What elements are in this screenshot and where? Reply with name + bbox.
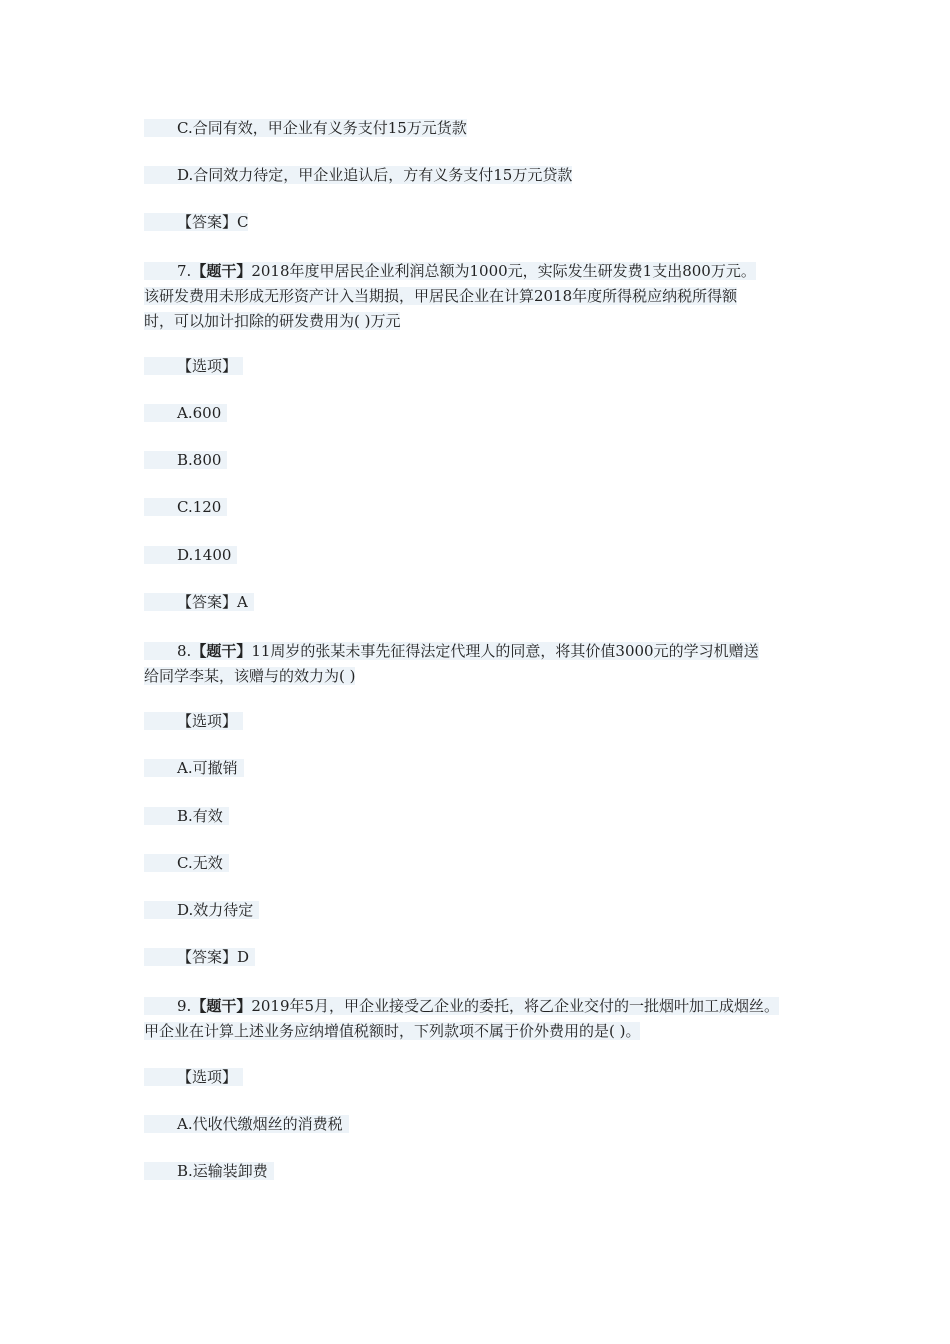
question-text-line-1: 2018年度甲居民企业利润总额为1000元，实际发生研发费1支出800万元。	[251, 262, 756, 280]
option-text: A.600	[144, 404, 227, 422]
q8-option-d	[144, 900, 259, 921]
answer-text: 【答案】D	[144, 948, 255, 966]
q8-option-a	[144, 758, 244, 779]
q8-options-label	[144, 711, 243, 732]
q7-options-label	[144, 356, 243, 377]
option-text: D.效力待定	[144, 901, 259, 919]
prev-option-c	[144, 118, 467, 139]
option-text: B.有效	[144, 807, 229, 825]
q7-answer	[144, 592, 254, 613]
question-number: 9.	[144, 997, 191, 1015]
question-tag: 【题干】	[191, 997, 252, 1015]
option-text: D.1400	[144, 546, 237, 564]
options-label: 【选项】	[144, 1068, 243, 1086]
option-text: B.运输装卸费	[144, 1162, 274, 1180]
option-text: C.合同有效，甲企业有义务支付15万元货款	[144, 119, 467, 137]
option-text: D.合同效力待定，甲企业追认后，方有义务支付15万元贷款	[144, 166, 572, 184]
option-text: C.120	[144, 498, 227, 516]
q7-option-c	[144, 497, 227, 518]
answer-text: 【答案】A	[144, 593, 254, 611]
option-text: C.无效	[144, 854, 229, 872]
question-number: 7.	[144, 262, 191, 280]
question-text-line-1: 2019年5月，甲企业接受乙企业的委托，将乙企业交付的一批烟叶加工成烟丝。	[251, 997, 780, 1015]
question-text-line-3: 时，可以加计扣除的研发费用为( )万元	[144, 312, 401, 330]
options-label: 【选项】	[144, 712, 243, 730]
question-text-line-2: 该研发费用未形成无形资产计入当期损，甲居民企业在计算2018年度所得税应纳税所得额	[144, 287, 738, 305]
q8-answer	[144, 947, 255, 968]
question-tag: 【题干】	[191, 642, 252, 660]
answer-text: 【答案】C	[144, 213, 248, 231]
q7-option-d	[144, 545, 237, 566]
option-text: A.可撤销	[144, 759, 244, 777]
q7-option-a	[144, 403, 227, 424]
q7-option-b	[144, 450, 227, 471]
option-text: A.代收代缴烟丝的消费税	[144, 1115, 349, 1133]
q9-option-b	[144, 1161, 274, 1182]
prev-option-d	[144, 165, 572, 186]
question-8-stem	[144, 639, 834, 689]
option-text: B.800	[144, 451, 227, 469]
q8-option-b	[144, 806, 229, 827]
prev-answer	[144, 212, 248, 233]
question-text-line-2: 甲企业在计算上述业务应纳增值税额时，下列款项不属于价外费用的是( )。	[144, 1022, 641, 1040]
question-tag: 【题干】	[191, 262, 252, 280]
q8-option-c	[144, 853, 229, 874]
question-text-line-1: 11周岁的张某未事先征得法定代理人的同意，将其价值3000元的学习机赠送	[251, 642, 759, 660]
q9-options-label	[144, 1067, 243, 1088]
q9-option-a	[144, 1114, 349, 1135]
question-number: 8.	[144, 642, 191, 660]
options-label: 【选项】	[144, 357, 243, 375]
question-text-line-2: 给同学李某，该赠与的效力为( )	[144, 667, 356, 685]
question-9-stem	[144, 994, 834, 1044]
question-7-stem	[144, 259, 834, 334]
